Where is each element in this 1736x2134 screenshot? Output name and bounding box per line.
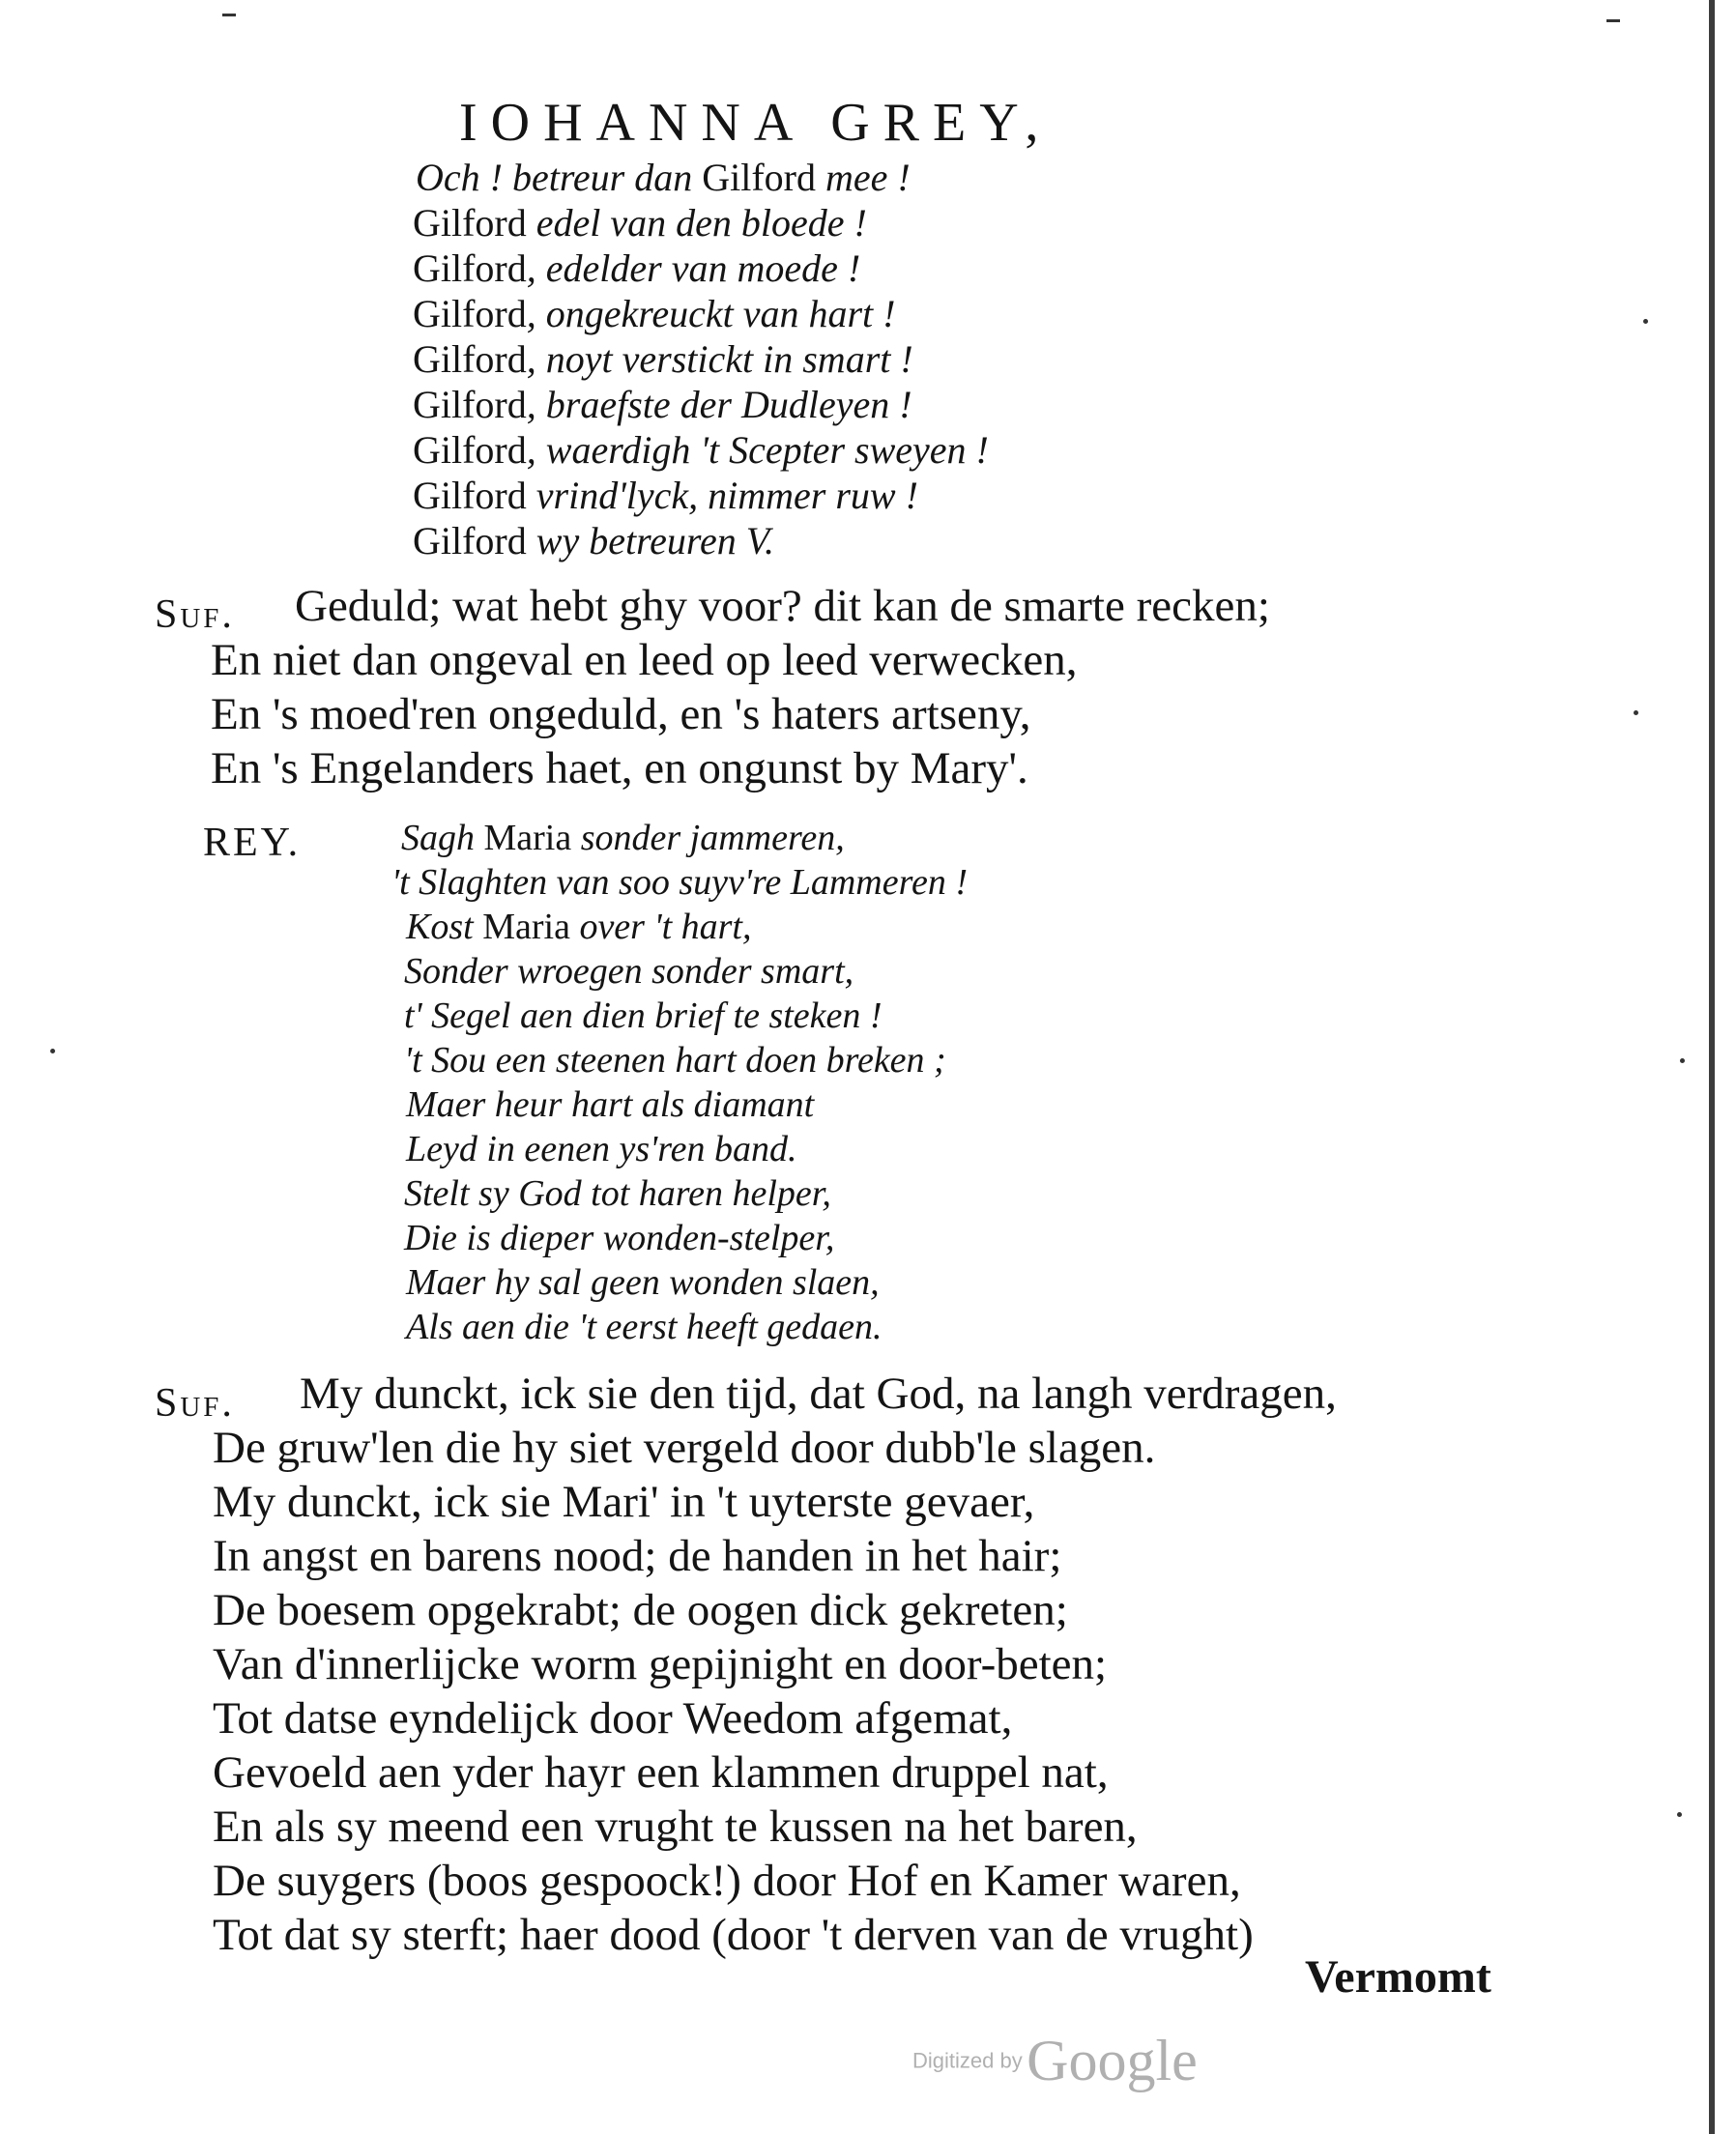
speech-line: De gruw'len die hy siet vergeld door dubb'le slagen.: [213, 1423, 1156, 1473]
verse-line: Och ! betreur dan Gilford mee !: [416, 156, 911, 199]
verse-line: Gilford wy betreuren V.: [413, 519, 775, 562]
margin-speck: [1634, 710, 1638, 715]
page-edge-rule: [1709, 0, 1715, 2134]
verse-line: Gilford, edelder van moede !: [413, 246, 861, 290]
verse-line: Gilford, ongekreuckt van hart !: [413, 292, 896, 335]
margin-mark: [222, 14, 236, 16]
chorus-line: 't Sou een steenen hart doen breken ;: [404, 1040, 946, 1081]
speech-line: My dunckt, ick sie den tijd, dat God, na langh verdragen,: [300, 1369, 1337, 1419]
speaker-label: REY.: [203, 821, 302, 865]
verse-line: Gilford, braefste der Dudleyen !: [413, 383, 912, 426]
google-logo: Google: [1027, 2029, 1198, 2092]
speech-line: Tot dat sy sterft; haer dood (door 't derven van de vrught): [213, 1910, 1254, 1960]
speech-line: En 's moed'ren ongeduld, en 's haters artseny,: [211, 689, 1031, 739]
catchword: Vermomt: [1305, 1951, 1491, 2003]
chorus-line: Sonder wroegen sonder smart,: [404, 951, 854, 992]
speech-line: Tot datse eyndelijck door Weedom afgemat,: [213, 1693, 1013, 1744]
chorus-line: 't Slaghten van soo suyv're Lammeren !: [391, 862, 968, 903]
chorus-line: t' Segel aen dien brief te steken !: [404, 995, 882, 1036]
speech-line: My dunckt, ick sie Mari' in 't uyterste gevaer,: [213, 1477, 1035, 1527]
verse-line: Gilford vrind'lyck, nimmer ruw !: [413, 474, 918, 517]
chorus-line: Kost Maria over 't hart,: [406, 907, 752, 947]
chorus-line: Sagh Maria sonder jammeren,: [401, 818, 845, 858]
speech-line: En niet dan ongeval en leed op leed verwecken,: [211, 635, 1078, 685]
speaker-label: Suf.: [155, 1381, 235, 1426]
margin-speck: [50, 1049, 55, 1053]
speech-line: Van d'innerlijcke worm gepijnight en door-beten;: [213, 1639, 1108, 1689]
margin-speck: [1643, 319, 1648, 324]
running-title: IOHANNA GREY,: [459, 93, 1053, 153]
chorus-line: Leyd in eenen ys'ren band.: [406, 1129, 797, 1169]
chorus-line: Stelt sy God tot haren helper,: [404, 1173, 831, 1214]
speech-line: Gevoeld aen yder hayr een klammen druppel nat,: [213, 1747, 1109, 1798]
speaker-label: Suf.: [155, 592, 235, 637]
speech-line: En als sy meend een vrught te kussen na het baren,: [213, 1802, 1138, 1852]
chorus-line: Maer heur hart als diamant: [406, 1084, 815, 1125]
margin-speck: [1677, 1812, 1682, 1817]
verse-line: Gilford, waerdigh 't Scepter sweyen !: [413, 428, 989, 472]
chorus-line: Die is dieper wonden-stelper,: [404, 1218, 835, 1258]
speech-line: En 's Engelanders haet, en ongunst by Mary'.: [211, 743, 1028, 793]
chorus-line: Maer hy sal geen wonden slaen,: [406, 1262, 880, 1303]
margin-mark: [1606, 19, 1620, 22]
verse-line: Gilford, noyt verstickt in smart !: [413, 337, 913, 381]
speech-line: De boesem opgekrabt; de oogen dick gekreten;: [213, 1585, 1068, 1635]
speech-line: Geduld; wat hebt ghy voor? dit kan de smarte recken;: [295, 581, 1270, 631]
verse-line: Gilford edel van den bloede !: [413, 201, 867, 245]
margin-speck: [1680, 1058, 1685, 1063]
digitized-by-google-watermark: [912, 2028, 1198, 2094]
chorus-line: Als aen die 't eerst heeft gedaen.: [406, 1307, 882, 1347]
speech-line: In angst en barens nood; de handen in het hair;: [213, 1531, 1062, 1581]
speech-line: De suygers (boos gespoock!) door Hof en Kamer waren,: [213, 1856, 1241, 1906]
digitized-label: Digitized by: [912, 2048, 1023, 2073]
